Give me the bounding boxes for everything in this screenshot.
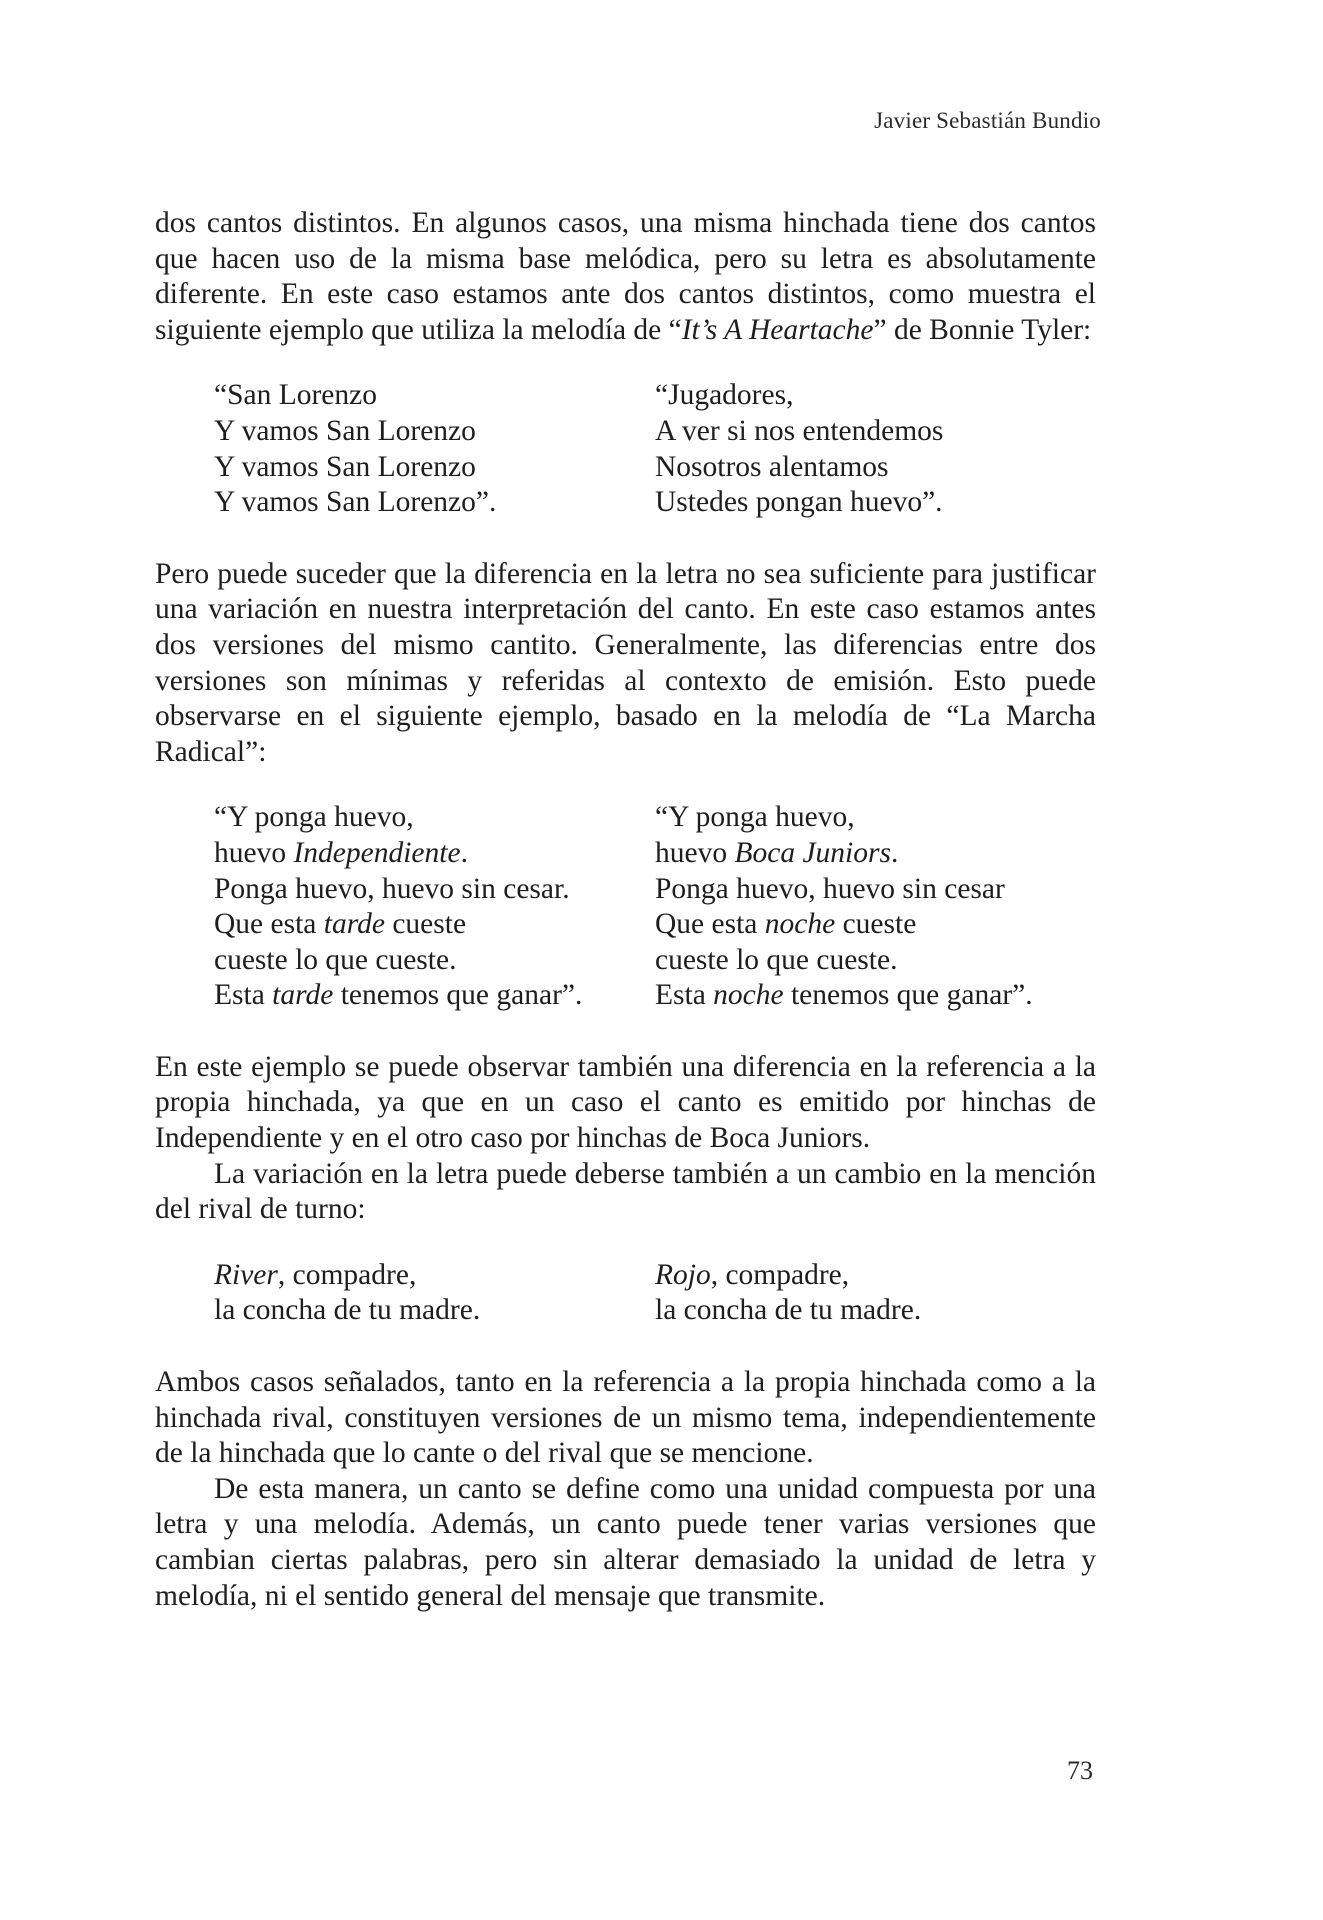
verse-column-right	[655, 378, 1096, 520]
verse-line: “San Lorenzo	[214, 379, 377, 412]
verse-line: Y vamos San Lorenzo	[214, 414, 476, 447]
verse-line: Ponga huevo, huevo sin cesar.	[214, 872, 570, 905]
verse-column-left	[214, 800, 655, 1014]
verse-line: “Y ponga huevo,	[214, 801, 414, 834]
verse-column-left	[214, 1258, 655, 1329]
verse-block-2	[214, 800, 1096, 1014]
verse-line: Rojo, compadre,	[655, 1258, 850, 1291]
verse-block-3	[214, 1258, 1096, 1329]
verse-line: Que esta tarde cueste	[214, 908, 467, 941]
verse-line: cueste lo que cueste.	[655, 943, 898, 976]
verse-line: la concha de tu madre.	[214, 1294, 481, 1327]
verse-line: huevo Independiente.	[214, 836, 468, 869]
verse-line: la concha de tu madre.	[655, 1294, 922, 1327]
page-body	[155, 206, 1096, 1614]
verse-line: Que esta noche cueste	[655, 908, 917, 941]
verse-line: “Jugadores,	[655, 379, 794, 412]
paragraph-versions: Pero puede suceder que la diferencia en la letra no sea suficiente para justificar una variación en nuestra interpretación del canto. En este caso estamos antes dos versiones del mismo cantito. Generalmente, las diferencias entre dos versiones son mínimas y referidas al contexto de emisión. Esto puede observarse en el siguiente ejemplo, basado en la melodía de “La Marcha Radical”:	[155, 557, 1096, 768]
verse-line: Esta noche tenemos que ganar”.	[655, 979, 1033, 1012]
verse-line: Ponga huevo, huevo sin cesar	[655, 872, 1005, 905]
verse-line: huevo Boca Juniors.	[655, 836, 899, 869]
paragraph-text: dos cantos distintos. En algunos casos, una misma hinchada tiene dos cantos que hacen uso de la misma base melódica, pero su letra es absolutamente diferente. En este caso estamos ante dos cantos distintos, como muestra el siguiente ejemplo que utiliza la melodía de “	[155, 207, 1096, 346]
song-title: It’s A Heartache	[681, 313, 874, 346]
verse-line: Y vamos San Lorenzo”.	[214, 486, 497, 519]
verse-line: River, compadre,	[214, 1258, 417, 1291]
verse-line: Y vamos San Lorenzo	[214, 450, 476, 483]
paragraph-rival-mention: La variación en la letra puede deberse también a un cambio en la mención del rival de turno:	[155, 1157, 1096, 1226]
verse-line: “Y ponga huevo,	[655, 801, 855, 834]
paragraph-example-note: En este ejemplo se puede observar también una diferencia en la referencia a la propia hinchada, ya que en un caso el canto es emitido por hinchas de Independiente y en el otro caso por hinchas de Boca Juniors.	[155, 1050, 1096, 1155]
verse-column-right	[655, 800, 1096, 1014]
verse-line: A ver si nos entendemos	[655, 414, 944, 447]
paragraph-both-cases: Ambos casos señalados, tanto en la referencia a la propia hinchada como a la hinchada rival, constituyen versiones de un mismo tema, independientemente de la hinchada que lo cante o del rival que se mencione.	[155, 1366, 1096, 1470]
page-number: 73	[1067, 1756, 1093, 1785]
paragraph-text: ” de Bonnie Tyler:	[873, 313, 1092, 346]
verse-line: cueste lo que cueste.	[214, 943, 457, 976]
verse-column-left	[214, 378, 655, 520]
running-header-author: Javier Sebastián Bundio	[874, 108, 1101, 133]
paragraph-intro	[155, 206, 1096, 348]
paragraph-conclusion: De esta manera, un canto se define como una unidad compuesta por una letra y una melodía. Además, un canto puede tener varias versiones que cambian ciertas palabras, pero sin alterar demasiado la unidad de letra y melodía, ni el sentido general del mensaje que transmite.	[155, 1472, 1096, 1612]
verse-line: Nosotros alentamos	[655, 450, 889, 483]
verse-block-1	[214, 378, 1096, 520]
verse-line: Esta tarde tenemos que ganar”.	[214, 979, 583, 1012]
verse-column-right	[655, 1258, 1096, 1329]
verse-line: Ustedes pongan huevo”.	[655, 486, 943, 519]
